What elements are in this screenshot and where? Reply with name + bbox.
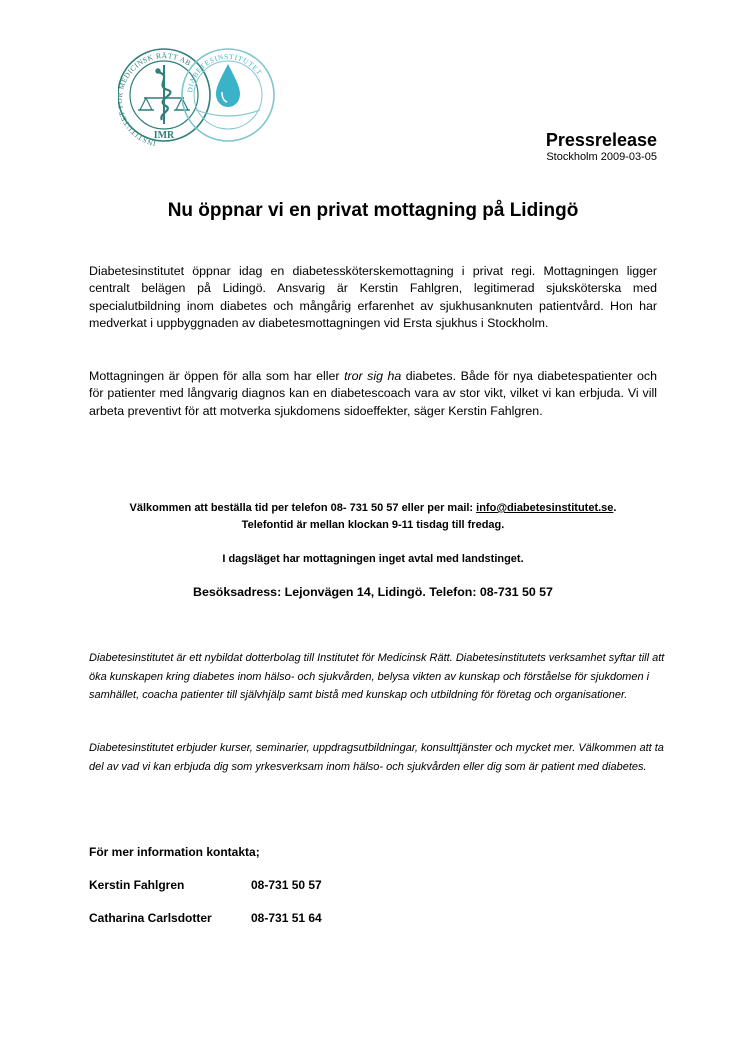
headline: Nu öppnar vi en privat mottagning på Lidingö: [167, 200, 579, 221]
no-agreement-note: I dagsläget har mottagningen inget avtal med landstinget.: [222, 553, 524, 565]
booking-line-1: Välkommen att beställa tid per telefon 08- 731 50 57 eller per mail:: [129, 502, 477, 514]
imr-abbrev: IMR: [153, 130, 175, 141]
contact-row: [89, 911, 322, 925]
visiting-address: Besöksadress: Lejonvägen 14, Lidingö. Telefon: 08-731 50 57: [193, 585, 553, 599]
about-paragraph-2: Diabetesinstitutet erbjuder kurser, seminarier, uppdragsutbildningar, konsulttjänster och mycket mer. Välkommen att ta del av vad vi kan erbjuda dig som yrkesverksam inom hälso- och sjukvården eller dig som är patient med diabetes.: [89, 742, 664, 773]
booking-line-1-end: .: [613, 502, 617, 514]
diabetes-seal-text: DIABETESINSTITUTET: [186, 52, 264, 94]
press-release-date: Stockholm 2009-03-05: [546, 151, 657, 163]
imr-seal-text: INSTITUTE EDICINSK RÄTT AB: [118, 50, 193, 149]
contact-phone: 08-731 51 64: [251, 911, 322, 925]
email-link[interactable]: info@diabetesinstitutet.se: [476, 502, 614, 514]
booking-info: [60, 500, 686, 534]
imr-seal-logo: [118, 49, 210, 148]
logo-group: [118, 40, 303, 152]
contact-name: Catharina Carlsdotter: [89, 911, 212, 925]
logos: [118, 40, 303, 152]
body-paragraph-2-emphasis: tror sig ha: [344, 369, 402, 383]
water-drop-icon: [216, 64, 240, 107]
diabetes-seal-logo: [182, 49, 274, 141]
body-paragraph-1: Diabetesinstitutet öppnar idag en diabetessköterskemottagning i privat regi. Mottagningen ligger centralt belägen på Lidingö. Ansvarig är Kerstin Fahlgren, legitimerad sjuksköterska med specialutbildning inom diabetes och mångårig erfarenhet av sjukhusanknuten patientvård. Hon har medverkat i uppbyggnaden av diabetesmottagningen vid Ersta sjukhus i Stockholm.: [89, 264, 657, 331]
body-paragraph-2: [89, 368, 657, 420]
contact-name: Kerstin Fahlgren: [89, 878, 185, 892]
about-paragraph-1: Diabetesinstitutet är ett nybildat dotterbolag till Institutet för Medicinsk Rätt. Diabetesinstitutets verksamhet syftar till att öka kunskapen kring diabetes inom hälso- och sjukvården, belysa vikten av kunskap och förståelse för sjukdomen i samhället, coacha patienter till självhjälp samt bistå med kunskap och utbildning för företag och organisationer.: [89, 652, 665, 702]
contact-phone: 08-731 50 57: [251, 878, 322, 892]
booking-line-2: Telefontid är mellan klockan 9-11 tisdag till fredag.: [241, 519, 505, 531]
body-paragraph-2-start: Mottagningen är öppen för alla som har eller: [89, 369, 345, 383]
press-release-title: Pressrelease: [545, 130, 657, 150]
contact-row: [89, 878, 322, 892]
contact-heading: För mer information kontakta;: [89, 845, 260, 859]
body-paragraph-2-end: diabetes. Både för nya diabetespatienter och för patienter med långvarig diagnos kan en diabetescoach vara av stor vikt, vilket vi kan erbjuda. Vi vill arbeta preventivt för att motverka sjukdomens sidoeffekter, säger Kerstin Fahlgren.: [89, 369, 657, 418]
